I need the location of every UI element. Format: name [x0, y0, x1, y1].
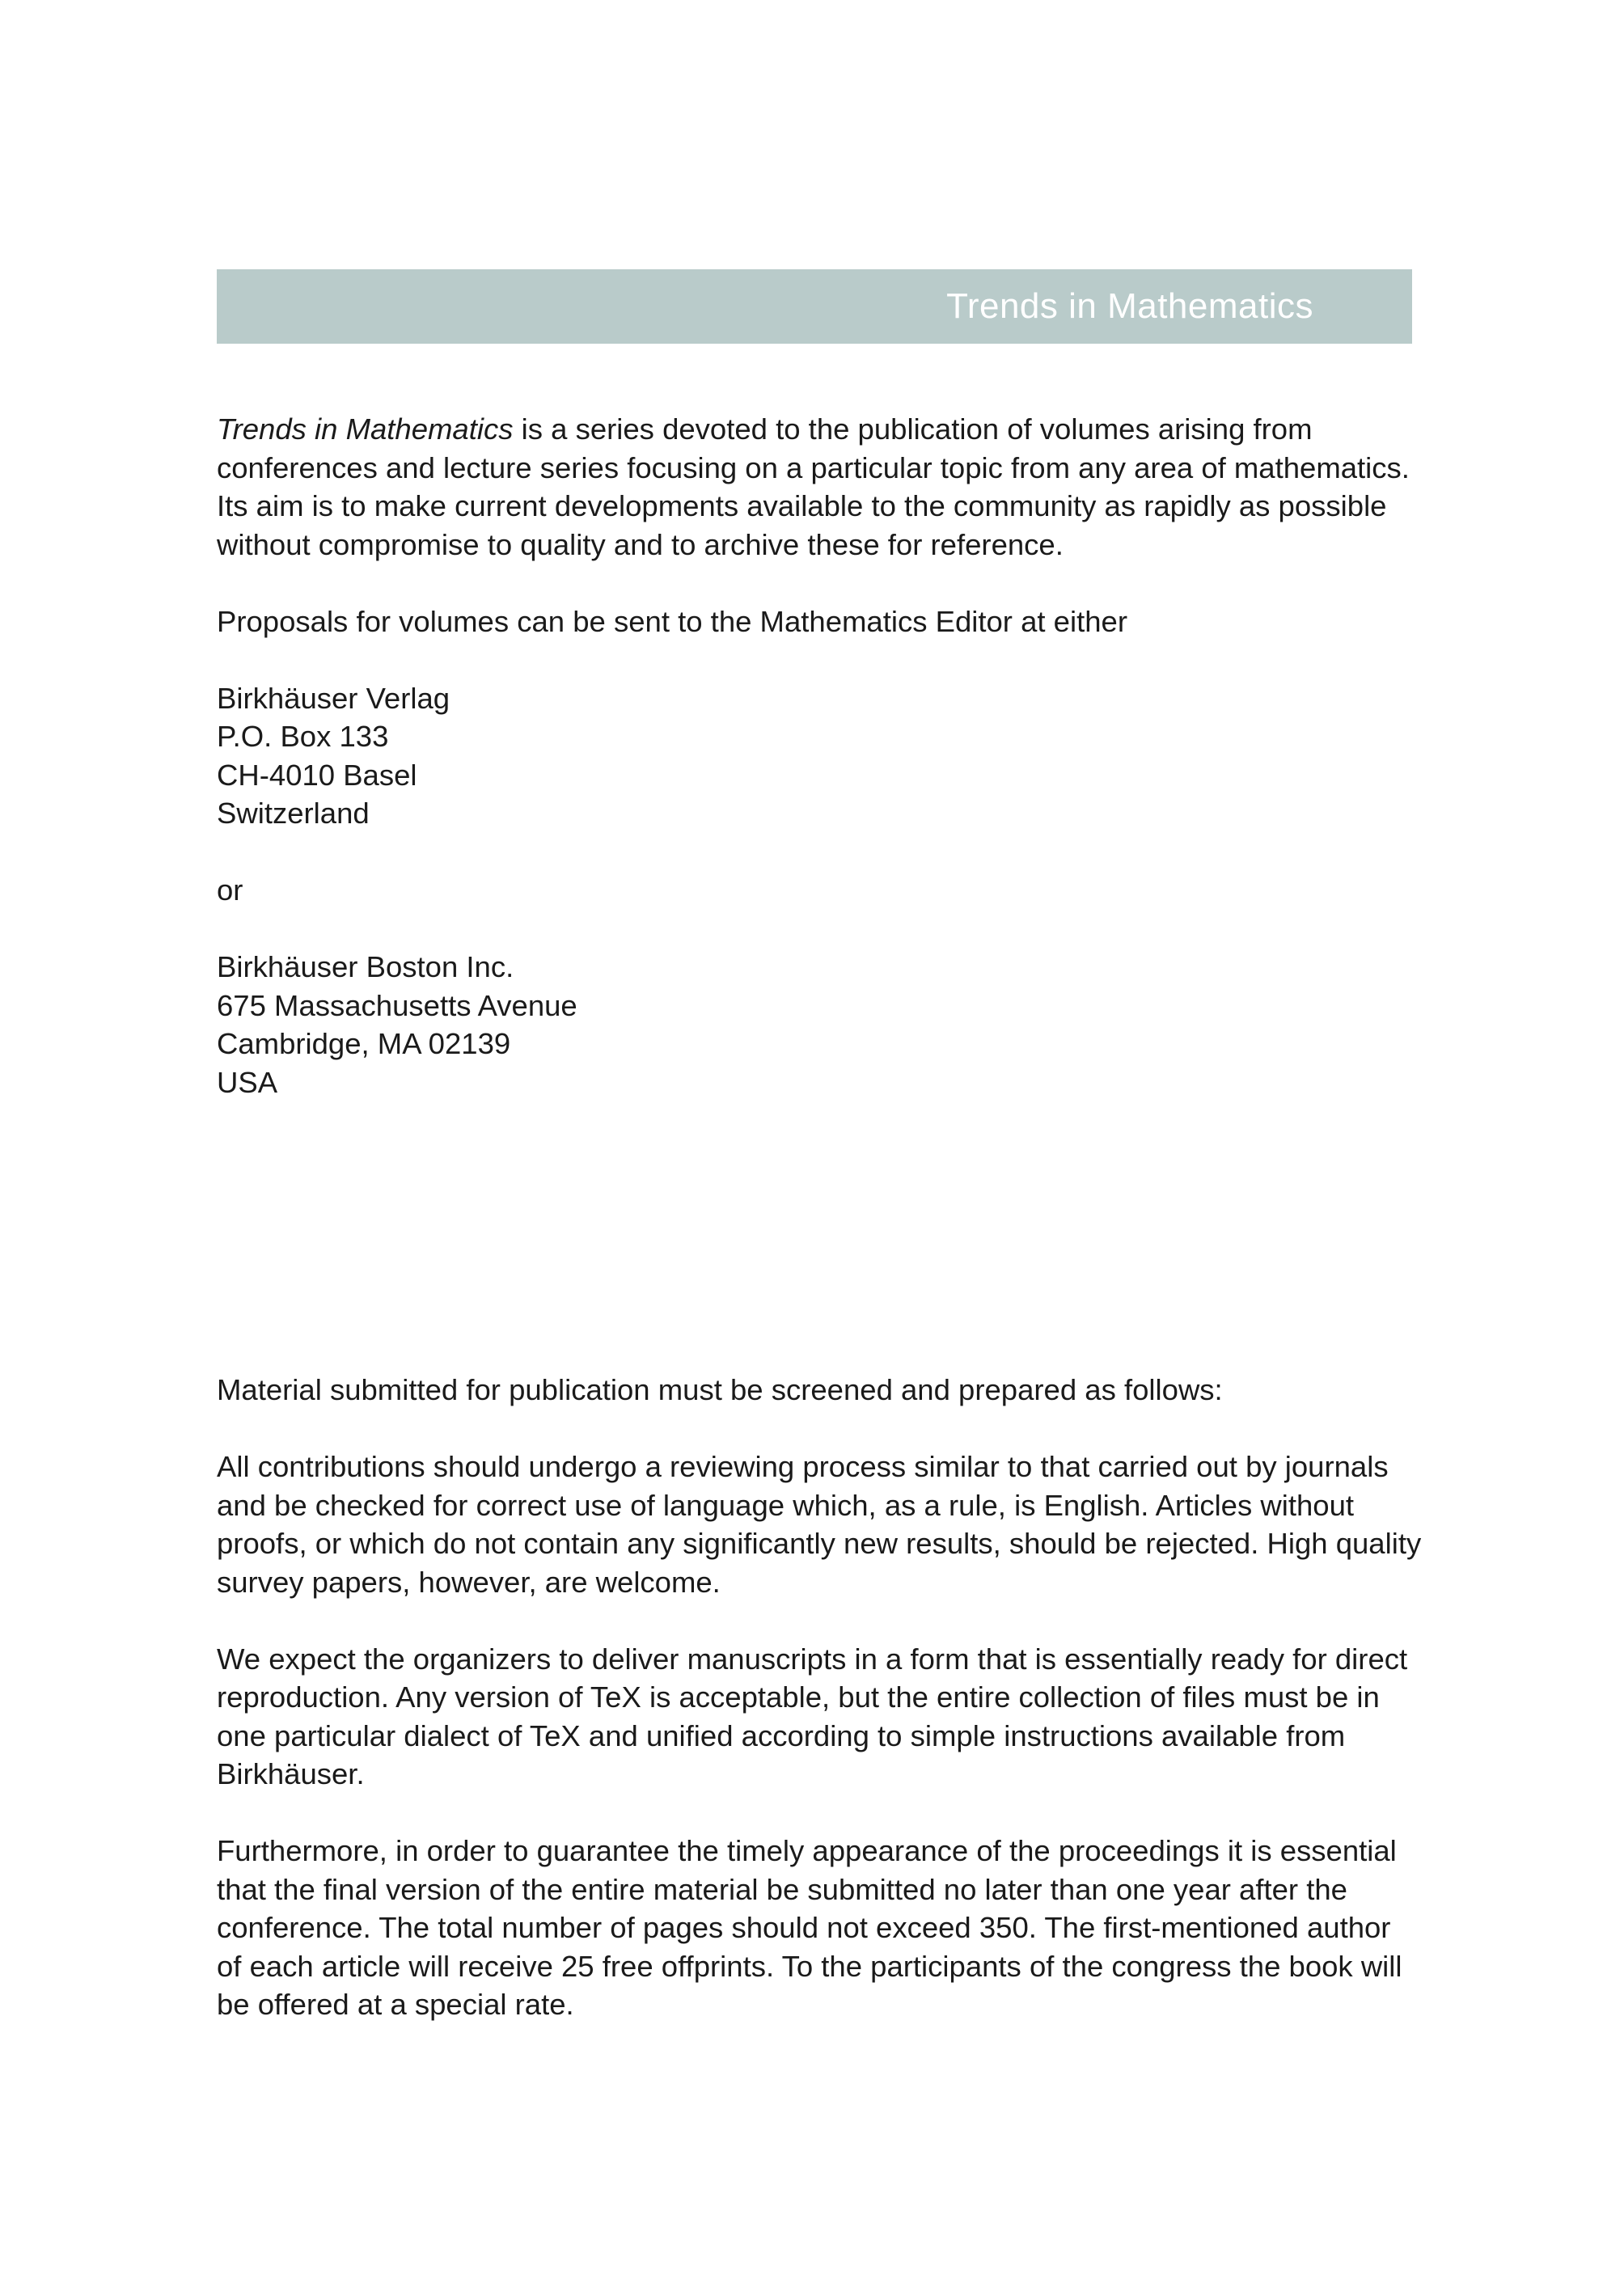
address-line: USA	[217, 1065, 278, 1099]
address-basel	[217, 679, 1422, 833]
address-line: Cambridge, MA 02139	[217, 1027, 511, 1060]
series-title: Trends in Mathematics	[946, 286, 1313, 326]
submission-paragraph-review: All contributions should undergo a reviewing process similar to that carried out by journals and be checked for correct use of language which, as a rule, is English. Articles without proofs, or which do not contain any significantly new results, should be rejected. High quality survey papers, however, are welcome.	[217, 1450, 1422, 1599]
submission-paragraph-format: We expect the organizers to deliver manuscripts in a form that is essentially ready for direct reproduction. Any version of TeX is acceptable, but the entire collection of files must be in one particular dialect of TeX and unified according to simple instructions available from Birkhäuser.	[217, 1642, 1408, 1790]
address-line: P.O. Box 133	[217, 720, 389, 753]
submission-heading: Material submitted for publication must be screened and prepared as follows:	[217, 1373, 1223, 1406]
series-name-italic: Trends in Mathematics	[217, 412, 514, 446]
submission-paragraph-deadline: Furthermore, in order to guarantee the timely appearance of the proceedings it is essential that the final version of the entire material be submitted no later than one year after the conference. The total number of pages should not exceed 350. The first-mentioned author of each article will receive 25 free offprints. To the participants of the congress the book will be offered at a special rate.	[217, 1834, 1402, 2021]
proposals-paragraph: Proposals for volumes can be sent to the Mathematics Editor at either	[217, 604, 1127, 638]
address-line: Switzerland	[217, 797, 370, 830]
intro-paragraph	[217, 410, 1422, 564]
intro-text: is a series devoted to the publication of volumes arising from conferences and lecture series focusing on a particular topic from any area of mathematics. Its aim is to make current developments available to the community as rapidly as possible without compromise to quality and to archive these for reference.	[217, 412, 1410, 561]
address-boston	[217, 948, 1422, 1101]
submission-guidelines	[217, 1371, 1422, 2024]
address-line: Birkhäuser Verlag	[217, 681, 450, 715]
upper-content	[217, 410, 1422, 1101]
series-banner	[217, 269, 1412, 344]
separator-or: or	[217, 873, 243, 907]
address-line: CH-4010 Basel	[217, 758, 417, 792]
address-line: 675 Massachusetts Avenue	[217, 988, 577, 1022]
address-line: Birkhäuser Boston Inc.	[217, 950, 514, 983]
